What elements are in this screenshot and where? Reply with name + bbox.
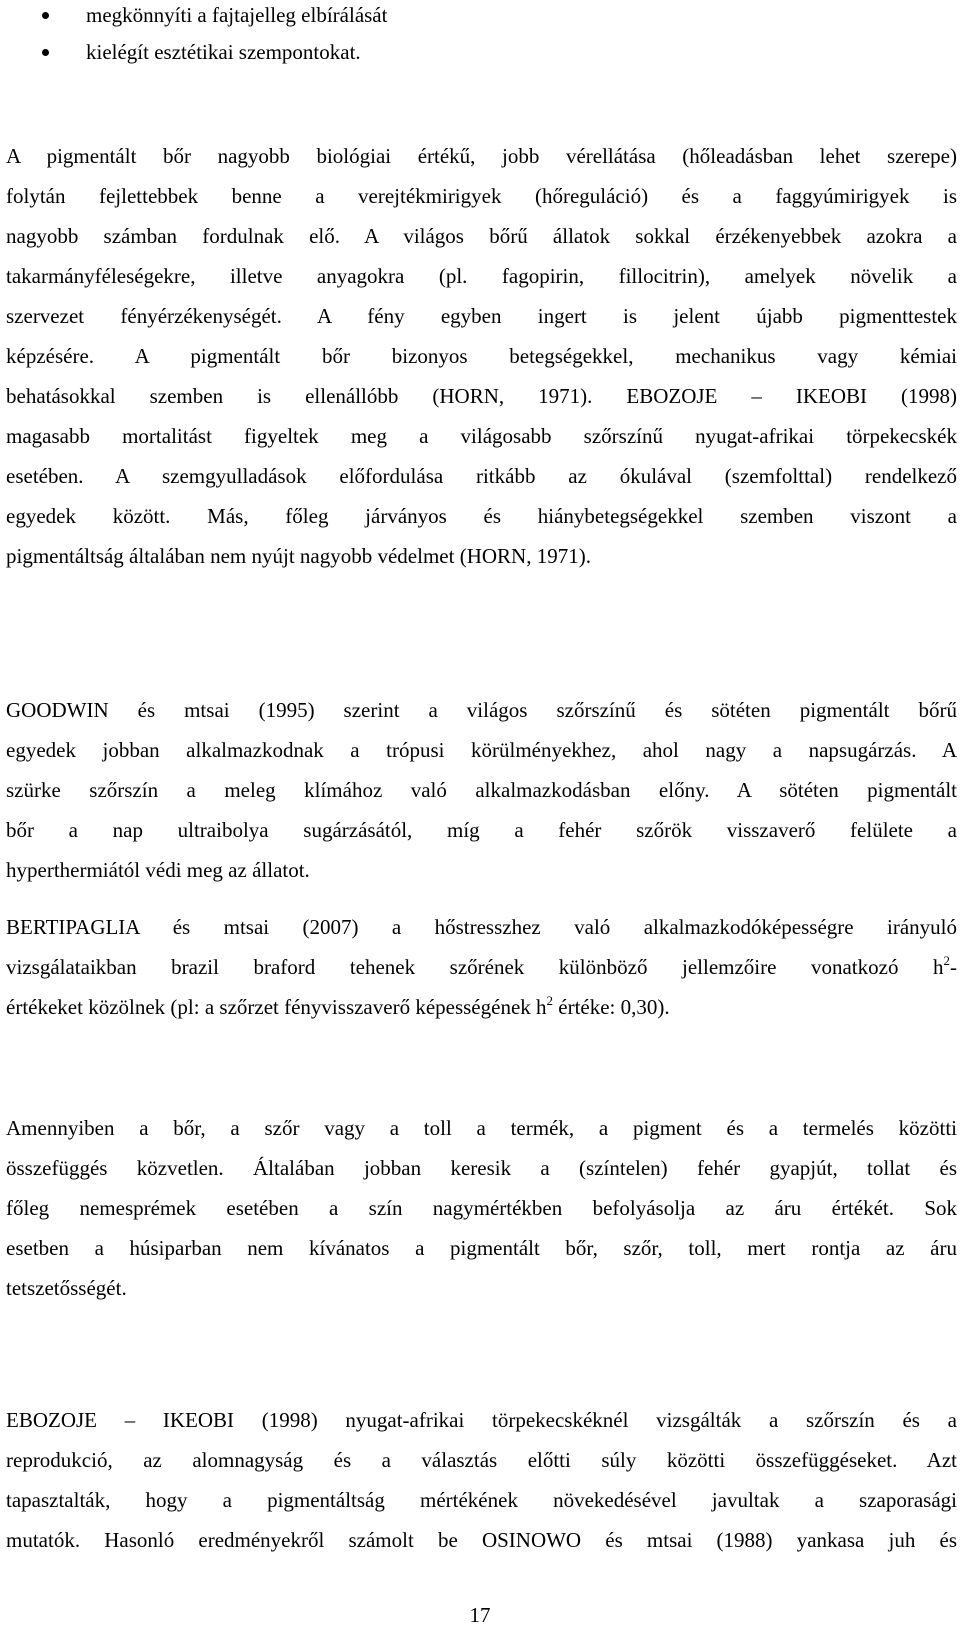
text-line: EBOZOJE – IKEOBI (1998) nyugat-afrikai törpekecskéknél vizsgálták a szőrszín és a (6, 1408, 957, 1432)
text-line (6, 947, 957, 987)
bullet-item (0, 0, 960, 37)
text-line: takarmányféleségekre, illetve anyagokra (pl. fagopirin, fillocitrin), amelyek növelik a (6, 264, 957, 288)
text-line: pigmentáltság általában nem nyújt nagyobb védelmet (HORN, 1971). (6, 544, 591, 568)
text-segment: értéke: 0,30). (553, 995, 670, 1019)
text-line: magasabb mortalitást figyeltek meg a világosabb szőrszínű nyugat-afrikai törpekecskék (6, 424, 957, 448)
paragraph-pigmented-skin (6, 136, 957, 576)
text-line: folytán fejlettebbek benne a verejtékmirigyek (hőreguláció) és a faggyúmirigyek is (6, 184, 957, 208)
text-line: egyedek között. Más, főleg járványos és hiánybetegségekkel szemben viszont a (6, 504, 957, 528)
text-line: A pigmentált bőr nagyobb biológiai értékű, jobb vérellátása (hőleadásban lehet szerepe) (6, 144, 957, 168)
text-line: hyperthermiától védi meg az állatot. (6, 858, 310, 882)
text-line (6, 987, 957, 1027)
paragraph-bertipaglia (6, 907, 957, 1027)
bullet-dot-icon (42, 12, 49, 19)
paragraph-product-pigment (6, 1108, 957, 1308)
text-line: reprodukció, az alomnagyság és a választás előtti súly közötti összefüggéseket. Azt (6, 1448, 957, 1472)
text-segment: - (950, 955, 957, 979)
text-line: bőr a nap ultraibolya sugárzásától, míg a fehér szőrök visszaverő felülete a (6, 818, 957, 842)
text-line: képzésére. A pigmentált bőr bizonyos betegségekkel, mechanikus vagy kémiai (6, 344, 957, 368)
text-line: nagyobb számban fordulnak elő. A világos bőrű állatok sokkal érzékenyebbek azokra a (6, 224, 957, 248)
bullet-list (0, 0, 960, 74)
text-segment: értékeket közölnek (pl: a szőrzet fényvisszaverő képességének h (6, 995, 547, 1019)
bullet-text: kielégít esztétikai szempontokat. (86, 40, 361, 64)
text-line: BERTIPAGLIA és mtsai (2007) a hőstresszhez való alkalmazkodóképességre irányuló (6, 915, 957, 939)
paragraph-goodwin (6, 690, 957, 890)
text-line: szürke szőrszín a meleg klímához való alkalmazkodásban előny. A sötéten pigmentált (6, 778, 957, 802)
text-line: GOODWIN és mtsai (1995) szerint a világos szőrszínű és sötéten pigmentált bőrű (6, 698, 957, 722)
text-line: behatásokkal szemben is ellenállóbb (HORN, 1971). EBOZOJE – IKEOBI (1998) (6, 384, 957, 408)
bullet-item (0, 37, 960, 74)
text-line: összefüggés közvetlen. Általában jobban keresik a (színtelen) fehér gyapjút, tollat és (6, 1156, 957, 1180)
text-line: szervezet fényérzékenységét. A fény egyben ingert is jelent újabb pigmenttestek (6, 304, 957, 328)
text-segment: vizsgálataikban brazil braford tehenek szőrének különböző jellemzőire vonatkozó h (6, 955, 944, 979)
text-line: főleg nemesprémek esetében a szín nagymértékben befolyásolja az áru értékét. Sok (6, 1196, 957, 1220)
text-line: mutatók. Hasonló eredményekről számolt be OSINOWO és mtsai (1988) yankasa juh és (6, 1528, 957, 1552)
superscript: 2 (943, 953, 950, 968)
bullet-dot-icon (42, 49, 49, 56)
text-line: esetében. A szemgyulladások előfordulása ritkább az ókulával (szemfolttal) rendelkező (6, 464, 957, 488)
paragraph-ebozoje (6, 1400, 957, 1560)
bullet-text: megkönnyíti a fajtajelleg elbírálását (86, 3, 388, 27)
text-line: tetszetősségét. (6, 1276, 127, 1300)
text-line: esetben a húsiparban nem kívánatos a pigmentált bőr, szőr, toll, mert rontja az áru (6, 1236, 957, 1260)
page-number: 17 (469, 1603, 491, 1627)
text-line: tapasztalták, hogy a pigmentáltság mértékének növekedésével javultak a szaporasági (6, 1488, 957, 1512)
text-line: egyedek jobban alkalmazkodnak a trópusi körülményekhez, ahol nagy a napsugárzás. A (6, 738, 957, 762)
text-line: Amennyiben a bőr, a szőr vagy a toll a termék, a pigment és a termelés közötti (6, 1116, 957, 1140)
superscript: 2 (546, 993, 554, 1008)
